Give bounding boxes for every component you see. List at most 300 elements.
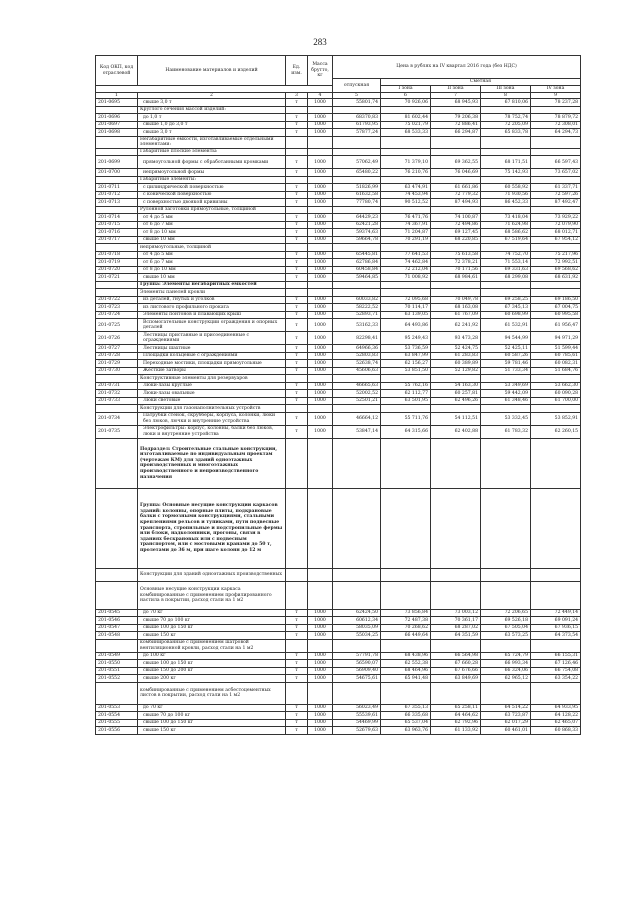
row-code: 201-0732 (96, 390, 138, 398)
row-name: Конструкции для газонаполнительных устройств (138, 405, 286, 413)
row-mass (308, 639, 333, 652)
header-name: Наименование материалов и изделий (138, 56, 286, 86)
row-mass: 1000 (308, 390, 333, 398)
row-name: из деталей, гнутых и уголков (138, 296, 286, 304)
row-price-zone-3: 71 624,98 (481, 221, 531, 229)
row-name: до 100 кг (138, 652, 286, 660)
row-code: 201-0549 (96, 652, 138, 660)
row-price-zone-4 (531, 289, 581, 297)
row-price-zone-2: 62 496,26 (431, 397, 481, 405)
row-unit: т (286, 259, 308, 267)
row-price-release: 60458,84 (333, 266, 381, 274)
row-price-zone-3 (481, 581, 531, 609)
header-estimate: Сметная (381, 79, 581, 86)
row-price-zone-2: 70 171,56 (431, 266, 481, 274)
row-code: 201-0718 (96, 251, 138, 259)
row-price-zone-1: 70 114,17 (381, 304, 431, 312)
row-price-zone-4: 73 929,22 (531, 214, 581, 222)
table-row (96, 660, 581, 668)
row-name: Переходные мостики, площадки прямоугольные (138, 360, 286, 368)
row-price-zone-3: 73 418,04 (481, 214, 531, 222)
row-price-zone-1: 64 493,86 (381, 319, 431, 332)
row-name: свыше 1,0 до 3,0 т (138, 121, 286, 129)
row-price-release: 55539,61 (333, 712, 381, 720)
row-price-zone-2 (431, 438, 481, 488)
row-unit: т (286, 184, 308, 192)
row-mass: 1000 (308, 360, 333, 368)
row-unit: т (286, 221, 308, 229)
row-code: 201-0725 (96, 319, 138, 332)
table-row (96, 375, 581, 383)
row-code: 201-0700 (96, 169, 138, 177)
row-price-zone-3: 94 544,99 (481, 332, 531, 345)
row-unit: т (286, 382, 308, 390)
row-price-zone-1: 63 139,05 (381, 311, 431, 319)
row-price-zone-4: 64 373,54 (531, 632, 581, 640)
row-price-zone-4: 69 091,24 (531, 617, 581, 625)
row-price-release: 62421,28 (333, 221, 381, 229)
row-unit (286, 581, 308, 609)
row-price-zone-4: 67 126,46 (531, 660, 581, 668)
table-row (96, 214, 581, 222)
row-mass: 1000 (308, 609, 333, 617)
row-code: 201-0719 (96, 259, 138, 267)
row-unit: т (286, 367, 308, 375)
row-unit (286, 488, 308, 568)
row-code (96, 244, 138, 252)
row-price-zone-3: 61 348,46 (481, 397, 531, 405)
header-code: Код ОКП, код отраслевой (96, 56, 138, 86)
row-price-zone-3: 67 505,04 (481, 624, 531, 632)
table-row (96, 719, 581, 727)
row-price-zone-3 (481, 438, 531, 488)
row-name: Лестницы приставные и присоединенные с ограждениями (138, 332, 286, 345)
row-mass (308, 289, 333, 297)
row-price-release: 58035,09 (333, 624, 381, 632)
row-code: 201-0717 (96, 236, 138, 244)
row-unit (286, 639, 308, 652)
table-row (96, 390, 581, 398)
row-price-release (333, 405, 381, 413)
row-price-zone-4: 69 568,62 (531, 266, 581, 274)
row-name: непрямоугольные, толщиной (138, 244, 286, 252)
row-name: из листового профильного проката (138, 304, 286, 312)
row-price-release: 52679,63 (333, 727, 381, 735)
row-name: до 1,0 т (138, 114, 286, 122)
row-price-zone-3: 61 532,91 (481, 319, 531, 332)
row-unit (286, 148, 308, 156)
table-row (96, 206, 581, 214)
row-price-release (333, 176, 381, 184)
row-unit: т (286, 274, 308, 282)
row-mass: 1000 (308, 199, 333, 207)
row-price-zone-3: 67 345,13 (481, 304, 531, 312)
row-code: 201-0715 (96, 221, 138, 229)
row-price-zone-1 (381, 568, 431, 581)
row-price-zone-2: 75 613,58 (431, 251, 481, 259)
table-row (96, 296, 581, 304)
row-code: 201-0722 (96, 296, 138, 304)
row-price-release: 53847,14 (333, 425, 381, 438)
row-price-zone-2 (431, 289, 481, 297)
row-price-release (333, 206, 381, 214)
row-price-zone-3 (481, 405, 531, 413)
row-price-release: 59374,63 (333, 229, 381, 237)
row-name: непрямоугольной формы (138, 169, 286, 177)
row-mass (308, 281, 333, 289)
row-unit (286, 136, 308, 148)
row-price-zone-1: 81 602,44 (381, 114, 431, 122)
row-price-zone-4: 72 597,26 (531, 191, 581, 199)
row-price-zone-2: 68 220,85 (431, 236, 481, 244)
row-name: свыше 10 мм (138, 236, 286, 244)
row-price-zone-3: 63 723,87 (481, 712, 531, 720)
row-mass (308, 682, 333, 704)
row-name: Электрофильтры: корпус, колонны, балки без люков, люки и внутренние устройства (138, 425, 286, 438)
row-price-zone-3: 68 586,62 (481, 229, 531, 237)
row-price-release: 57877,24 (333, 129, 381, 137)
row-name: Конструктивные элементы для резервуаров (138, 375, 286, 383)
table-row (96, 199, 581, 207)
row-price-release: 54675,61 (333, 675, 381, 683)
row-code: 201-0551 (96, 667, 138, 675)
row-price-zone-4: 64 294,73 (531, 129, 581, 137)
row-name: свыше 100 до 150 кг (138, 624, 286, 632)
row-price-release (333, 682, 381, 704)
column-numbers-row (96, 92, 581, 99)
row-price-zone-2: 72 779,32 (431, 191, 481, 199)
row-name: Элементы панелей кровли (138, 289, 286, 297)
col-number: 5 (333, 92, 381, 99)
row-name: от 6 до 7 мм (138, 221, 286, 229)
table-row (96, 332, 581, 345)
row-price-zone-2 (431, 568, 481, 581)
table-row (96, 667, 581, 675)
row-price-zone-1: 67 355,13 (381, 704, 431, 712)
row-code: 201-0724 (96, 311, 138, 319)
row-price-zone-2 (431, 375, 481, 383)
row-unit: т (286, 412, 308, 425)
row-price-zone-3: 71 930,56 (481, 191, 531, 199)
row-price-zone-3 (481, 289, 531, 297)
row-code (96, 148, 138, 156)
row-price-zone-4 (531, 488, 581, 568)
row-code: 201-0699 (96, 156, 138, 169)
row-price-zone-3: 66 324,06 (481, 667, 531, 675)
col-number: 8 (481, 92, 531, 99)
row-mass: 1000 (308, 727, 333, 735)
row-name: прямоугольной формы с обработанными кромками (138, 156, 286, 169)
row-unit: т (286, 121, 308, 129)
row-price-zone-3: 67 810,06 (481, 99, 531, 107)
row-price-zone-2: 66 294,87 (431, 129, 481, 137)
col-number: 2 (138, 92, 286, 99)
table-row (96, 405, 581, 413)
row-mass: 1000 (308, 719, 333, 727)
row-mass: 1000 (308, 624, 333, 632)
row-unit: т (286, 360, 308, 368)
row-price-release: 55034,25 (333, 632, 381, 640)
row-price-zone-3 (481, 568, 531, 581)
row-unit (286, 438, 308, 488)
row-name: Подраздел: Строительные стальные конструкции, изготавливаемые по индивидуальным проектам (чертежам КМ) для зданий одноэтажных производственных и многоэтажных производственного и непроизводственного назначения (138, 438, 286, 488)
table-row (96, 304, 581, 312)
row-unit (286, 289, 308, 297)
row-price-zone-4 (531, 581, 581, 609)
col-number: 1 (96, 92, 138, 99)
row-price-zone-4: 62 260,15 (531, 425, 581, 438)
row-price-zone-4: 53 662,30 (531, 382, 581, 390)
row-name: Круглого сечения массой изделий: (138, 106, 286, 114)
row-code: 201-0713 (96, 199, 138, 207)
row-price-zone-4: 66 754,08 (531, 667, 581, 675)
row-price-release (333, 438, 381, 488)
row-name: свыше 70 до 100 кг (138, 712, 286, 720)
row-name: Вспомогательные конструкции ограждения и опорных деталей (138, 319, 286, 332)
header-zone-4: IV зона (531, 86, 581, 93)
row-name: с цилиндрической поверхностью (138, 184, 286, 192)
row-unit: т (286, 214, 308, 222)
row-price-zone-2: 64 464,62 (431, 712, 481, 720)
row-name: Габаритные плоские элементы: (138, 148, 286, 156)
row-price-zone-1 (381, 488, 431, 568)
row-price-release (333, 136, 381, 148)
row-price-zone-3: 72 206,65 (481, 609, 531, 617)
row-name: с конической поверхностью (138, 191, 286, 199)
row-code (96, 682, 138, 704)
row-price-zone-4 (531, 438, 581, 488)
row-price-zone-4: 68 631,92 (531, 274, 581, 282)
table-row (96, 488, 581, 568)
row-code: 201-0552 (96, 675, 138, 683)
row-price-release: 51826,99 (333, 184, 381, 192)
row-price-release: 57791,78 (333, 652, 381, 660)
row-price-zone-1: 55 711,76 (381, 412, 431, 425)
table-row (96, 169, 581, 177)
row-price-zone-2: 72 494,86 (431, 221, 481, 229)
table-row (96, 632, 581, 640)
row-price-zone-4 (531, 136, 581, 148)
row-price-zone-2: 61 133,92 (431, 727, 481, 735)
row-name: свыше 150 до 200 кг (138, 667, 286, 675)
row-price-release: 65445,81 (333, 251, 381, 259)
row-price-zone-3: 78 752,74 (481, 114, 531, 122)
row-name: Габаритные элементы: (138, 176, 286, 184)
row-price-zone-1: 53 851,50 (381, 367, 431, 375)
row-price-zone-4: 60 868,33 (531, 727, 581, 735)
row-unit: т (286, 191, 308, 199)
row-name: свыше 150 кг (138, 727, 286, 735)
table-row (96, 184, 581, 192)
row-price-zone-1: 62 552,38 (381, 660, 431, 668)
row-mass: 1000 (308, 266, 333, 274)
row-unit: т (286, 236, 308, 244)
row-price-release: 56909,40 (333, 667, 381, 675)
row-unit (286, 176, 308, 184)
row-code: 201-0711 (96, 184, 138, 192)
row-code: 201-0716 (96, 229, 138, 237)
row-unit (286, 281, 308, 289)
row-price-zone-3: 74 752,70 (481, 251, 531, 259)
row-price-zone-1: 74 453,94 (381, 191, 431, 199)
row-code: 201-0723 (96, 304, 138, 312)
row-unit: т (286, 304, 308, 312)
row-price-zone-2 (431, 581, 481, 609)
row-mass: 1000 (308, 660, 333, 668)
row-price-zone-2 (431, 244, 481, 252)
row-price-release: 52638,74 (333, 360, 381, 368)
row-code: 201-0696 (96, 114, 138, 122)
row-name: Рулонной заготовки прямоугольные, толщиной (138, 206, 286, 214)
row-mass: 1000 (308, 652, 333, 660)
row-name: Элементы понтонов и плавающих крыш (138, 311, 286, 319)
row-mass: 1000 (308, 156, 333, 169)
row-price-release (333, 488, 381, 568)
row-unit: т (286, 99, 308, 107)
row-price-zone-1 (381, 281, 431, 289)
row-price-zone-1: 71 008,92 (381, 274, 431, 282)
row-price-zone-4: 72 449,14 (531, 609, 581, 617)
row-price-zone-4: 60 082,31 (531, 360, 581, 368)
row-mass: 1000 (308, 296, 333, 304)
row-price-zone-3: 86 452,33 (481, 199, 531, 207)
table-row (96, 712, 581, 720)
row-price-zone-3: 68 299,08 (481, 274, 531, 282)
row-code: 201-0545 (96, 609, 138, 617)
row-price-zone-4 (531, 682, 581, 704)
row-unit (286, 244, 308, 252)
row-mass (308, 176, 333, 184)
row-mass: 1000 (308, 129, 333, 137)
row-price-release: 55801,74 (333, 99, 381, 107)
row-unit: т (286, 617, 308, 625)
row-price-zone-1: 53 736,59 (381, 345, 431, 353)
row-code: 201-0550 (96, 660, 138, 668)
row-name: свыше 3,0 т (138, 99, 286, 107)
row-mass: 1000 (308, 191, 333, 199)
row-price-zone-2: 68 163,08 (431, 304, 481, 312)
row-unit: т (286, 311, 308, 319)
row-mass (308, 106, 333, 114)
col-number: 4 (308, 92, 333, 99)
row-price-release: 46665,63 (333, 382, 381, 390)
row-code: 201-0546 (96, 617, 138, 625)
row-price-zone-1: 62 112,77 (381, 390, 431, 398)
row-unit: т (286, 712, 308, 720)
row-code (96, 405, 138, 413)
row-price-zone-2: 67 660,28 (431, 660, 481, 668)
header-zone-3: III зона (481, 86, 531, 93)
row-price-release: 68370,83 (333, 114, 381, 122)
row-mass: 1000 (308, 184, 333, 192)
row-price-zone-3: 60 587,26 (481, 352, 531, 360)
row-unit: т (286, 425, 308, 438)
row-price-zone-2: 68 945,93 (431, 99, 481, 107)
row-mass: 1000 (308, 221, 333, 229)
row-name: Патрубки стенок, скрубберы, корпуса, колонки, люки без люков, лючки и внутренние устройства (138, 412, 286, 425)
table-row (96, 229, 581, 237)
row-code: 201-0695 (96, 99, 138, 107)
row-price-zone-3: 59 442,09 (481, 390, 531, 398)
row-price-zone-3: 65 724,79 (481, 652, 531, 660)
row-price-zone-2 (431, 148, 481, 156)
row-name: с поверхностью двоякой кривизны (138, 199, 286, 207)
header-release: отпускная (333, 79, 381, 93)
row-price-zone-1: 64 315,66 (381, 425, 431, 438)
table-row (96, 639, 581, 652)
row-mass: 1000 (308, 251, 333, 259)
row-price-release: 52501,21 (333, 397, 381, 405)
row-code: 201-0728 (96, 352, 138, 360)
table-row (96, 281, 581, 289)
row-price-zone-1: 75 021,79 (381, 121, 431, 129)
row-price-release (333, 639, 381, 652)
row-unit (286, 206, 308, 214)
table-row (96, 266, 581, 274)
row-price-zone-2: 66 564,98 (431, 652, 481, 660)
row-price-zone-3: 63 573,25 (481, 632, 531, 640)
row-price-release: 59464,85 (333, 274, 381, 282)
row-unit: т (286, 667, 308, 675)
row-price-release: 60612,34 (333, 617, 381, 625)
row-price-zone-1 (381, 244, 431, 252)
row-mass (308, 148, 333, 156)
row-price-release (333, 568, 381, 581)
row-price-release: 56023,49 (333, 704, 381, 712)
row-price-zone-3: 71 553,14 (481, 259, 531, 267)
row-price-zone-4 (531, 106, 581, 114)
table-row (96, 274, 581, 282)
row-unit (286, 568, 308, 581)
row-price-zone-4: 78 237,28 (531, 99, 581, 107)
row-price-release: 46664,12 (333, 412, 381, 425)
row-price-zone-1: 72 212,04 (381, 266, 431, 274)
row-code: 201-0714 (96, 214, 138, 222)
row-price-zone-3: 68 171,51 (481, 156, 531, 169)
row-code: 201-0720 (96, 266, 138, 274)
table-row (96, 581, 581, 609)
row-price-zone-3: 72 205,09 (481, 121, 531, 129)
row-price-zone-1 (381, 106, 431, 114)
row-mass: 1000 (308, 99, 333, 107)
row-code (96, 289, 138, 297)
table-row (96, 176, 581, 184)
row-mass: 1000 (308, 712, 333, 720)
row-price-zone-3 (481, 176, 531, 184)
row-unit: т (286, 397, 308, 405)
row-name: свыше 100 до 150 кг (138, 719, 286, 727)
row-price-zone-4: 66 155,31 (531, 652, 581, 660)
row-price-zone-4: 72 992,51 (531, 259, 581, 267)
row-price-zone-4: 51 684,76 (531, 367, 581, 375)
table-row (96, 412, 581, 425)
row-price-zone-1: 63 501,95 (381, 397, 431, 405)
row-price-zone-1 (381, 438, 431, 488)
row-name: свыше 150 кг (138, 632, 286, 640)
row-price-zone-1: 63 474,91 (381, 184, 431, 192)
row-mass: 1000 (308, 412, 333, 425)
row-price-release: 64966,36 (333, 345, 381, 353)
row-code (96, 176, 138, 184)
row-price-release: 58222,52 (333, 304, 381, 312)
table-row (96, 568, 581, 581)
row-price-zone-1: 65 941,48 (381, 675, 431, 683)
table-row (96, 438, 581, 488)
row-unit (286, 375, 308, 383)
row-price-zone-1: 77 641,53 (381, 251, 431, 259)
row-price-zone-3: 66 993,34 (481, 660, 531, 668)
row-price-release: 82298,41 (333, 332, 381, 345)
